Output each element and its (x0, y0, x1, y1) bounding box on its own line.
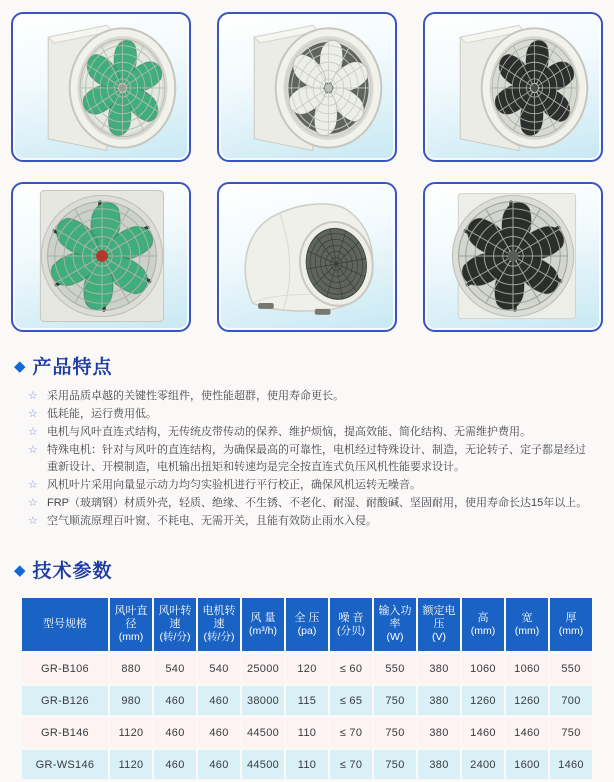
table-cell: 2400 (462, 750, 504, 779)
table-cell: 380 (418, 718, 460, 747)
table-cell: 115 (286, 686, 328, 715)
feature-text: 空气顺流原理百叶窗、不耗电、无需开关，且能有效防止雨水入侵。 (47, 515, 377, 527)
table-cell: 750 (374, 686, 416, 715)
column-header-unit: (mm) (558, 624, 584, 637)
product-photo-cowl-fan-rear (217, 182, 397, 332)
column-header-name: 高 (477, 611, 489, 624)
column-header (418, 598, 460, 651)
table-cell: 460 (198, 718, 240, 747)
column-header-name: 风叶转速 (158, 605, 192, 630)
star-icon: ☆ (28, 497, 38, 509)
column-header-unit: (mm) (118, 631, 144, 643)
column-header (242, 598, 284, 651)
table-cell: 1260 (506, 686, 548, 715)
table-cell: 120 (286, 654, 328, 683)
star-icon: ☆ (28, 426, 38, 438)
table-header-row (22, 598, 592, 651)
column-header-name: 型号规格 (43, 618, 87, 630)
spec-table (20, 595, 594, 782)
column-header (550, 598, 592, 651)
column-header (374, 598, 416, 651)
feature-item (28, 495, 596, 512)
diamond-icon: ◆ (14, 357, 27, 375)
table-cell: 460 (198, 750, 240, 779)
column-header-name: 噪 音 (338, 611, 364, 624)
table-cell: 880 (110, 654, 152, 683)
specs-section (14, 556, 600, 782)
column-header (110, 598, 152, 651)
column-header-name: 厚 (565, 611, 577, 624)
table-cell: 1460 (550, 750, 592, 779)
column-header-unit: (转/分) (203, 631, 235, 643)
column-header-name: 全 压 (294, 611, 320, 624)
feature-text: FRP（玻璃钢）材质外壳，轻质、绝缘、不生锈、不老化、耐湿、耐酸碱、坚固耐用，使用寿命长达15年以上。 (47, 497, 588, 509)
column-header (154, 598, 196, 651)
table-cell: 700 (550, 686, 592, 715)
table-cell: 540 (198, 654, 240, 683)
table-cell: 380 (418, 654, 460, 683)
feature-text: 采用品质卓越的关键性零组件，使性能超群，使用寿命更长。 (47, 390, 344, 402)
table-cell: ≤ 70 (330, 750, 372, 779)
table-cell: 25000 (242, 654, 284, 683)
star-icon: ☆ (28, 408, 38, 420)
square-fan-green-illustration (13, 184, 189, 330)
column-header (22, 598, 108, 651)
column-header-unit: (转/分) (159, 631, 191, 643)
column-header (198, 598, 240, 651)
column-header-unit: (W) (386, 631, 404, 643)
column-header-unit: (m³/h) (249, 624, 277, 637)
column-header-name: 宽 (521, 611, 533, 624)
table-cell: GR-B126 (22, 686, 108, 715)
table-cell: GR-WS146 (22, 750, 108, 779)
product-photo-cone-fan-white (217, 12, 397, 162)
features-section (14, 352, 600, 530)
feature-item (28, 406, 596, 423)
table-cell: 460 (198, 686, 240, 715)
table-row (22, 654, 592, 683)
table-cell: 44500 (242, 750, 284, 779)
features-title-text: 产品特点 (32, 357, 113, 378)
table-cell: 44500 (242, 718, 284, 747)
column-header-unit: (mm) (514, 624, 540, 637)
table-cell: 380 (418, 750, 460, 779)
table-cell: 110 (286, 718, 328, 747)
table-cell: 1260 (462, 686, 504, 715)
table-cell: 980 (110, 686, 152, 715)
table-cell: 750 (374, 750, 416, 779)
feature-item (28, 477, 596, 494)
feature-item (28, 442, 596, 476)
feature-list (28, 388, 596, 530)
table-cell: GR-B146 (22, 718, 108, 747)
table-cell: 750 (550, 718, 592, 747)
product-photo-cone-fan-black (423, 12, 603, 162)
table-cell: 380 (418, 686, 460, 715)
column-header-unit: (V) (432, 631, 446, 643)
feature-item (28, 513, 596, 530)
column-header-name: 额定电压 (422, 605, 456, 630)
table-cell: 460 (154, 750, 196, 779)
cowl-fan-rear-illustration (219, 184, 395, 330)
specs-section-title (14, 556, 600, 583)
column-header-unit: (mm) (470, 624, 496, 637)
column-header (506, 598, 548, 651)
table-cell: GR-B106 (22, 654, 108, 683)
column-header-name: 输入功率 (378, 605, 412, 630)
table-cell: 460 (154, 718, 196, 747)
product-photo-square-fan-green (11, 182, 191, 332)
product-photo-cone-fan-green (11, 12, 191, 162)
table-cell: ≤ 60 (330, 654, 372, 683)
feature-item (28, 424, 596, 441)
round-fan-black-illustration (425, 184, 601, 330)
product-photo-round-fan-black (423, 182, 603, 332)
specs-title-text: 技术参数 (32, 561, 113, 582)
feature-text: 电机与风叶直连式结构，无传统皮带传动的保养、维护烦恼，提高效能、简化结构、无需维护费用。 (47, 426, 531, 438)
feature-text: 特殊电机：针对与风叶的直连结构，为确保最高的可靠性，电机经过特殊设计、制造，无论转子、定子都是经过重新设计、开模制造，电机输出扭矩和转速均是完全按直连式负压风机性能要求设计。 (47, 444, 586, 473)
star-icon: ☆ (28, 515, 38, 527)
column-header (462, 598, 504, 651)
feature-item (28, 388, 596, 405)
cone-fan-green-illustration (13, 14, 189, 160)
star-icon: ☆ (28, 479, 38, 491)
table-cell: 1460 (506, 718, 548, 747)
column-header-unit: (分贝) (337, 624, 365, 637)
table-cell: 1060 (506, 654, 548, 683)
table-cell: ≤ 65 (330, 686, 372, 715)
star-icon: ☆ (28, 444, 38, 456)
features-section-title (14, 352, 600, 379)
table-row (22, 686, 592, 715)
table-cell: 38000 (242, 686, 284, 715)
column-header (330, 598, 372, 651)
table-cell: 750 (374, 718, 416, 747)
spec-table-body (22, 654, 592, 779)
column-header-name: 风 量 (250, 611, 276, 624)
cone-fan-white-illustration (219, 14, 395, 160)
table-cell: ≤ 70 (330, 718, 372, 747)
diamond-icon: ◆ (14, 561, 27, 579)
star-icon: ☆ (28, 390, 38, 402)
table-cell: 1120 (110, 750, 152, 779)
column-header-name: 电机转速 (202, 605, 236, 630)
feature-text: 风机叶片采用向量显示动力均匀实验机进行平行校正，确保风机运转无噪音。 (47, 479, 421, 491)
column-header-unit: (pa) (297, 624, 317, 637)
column-header-name: 风叶直径 (114, 605, 148, 630)
column-header (286, 598, 328, 651)
spec-table-head (22, 598, 592, 651)
table-cell: 550 (374, 654, 416, 683)
feature-text: 低耗能，运行费用低。 (47, 408, 157, 420)
table-cell: 460 (154, 686, 196, 715)
table-row (22, 750, 592, 779)
table-cell: 1060 (462, 654, 504, 683)
table-cell: 1120 (110, 718, 152, 747)
table-cell: 110 (286, 750, 328, 779)
product-gallery (0, 0, 614, 332)
cone-fan-black-illustration (425, 14, 601, 160)
table-cell: 1600 (506, 750, 548, 779)
table-cell: 1460 (462, 718, 504, 747)
table-cell: 550 (550, 654, 592, 683)
table-row (22, 718, 592, 747)
table-cell: 540 (154, 654, 196, 683)
